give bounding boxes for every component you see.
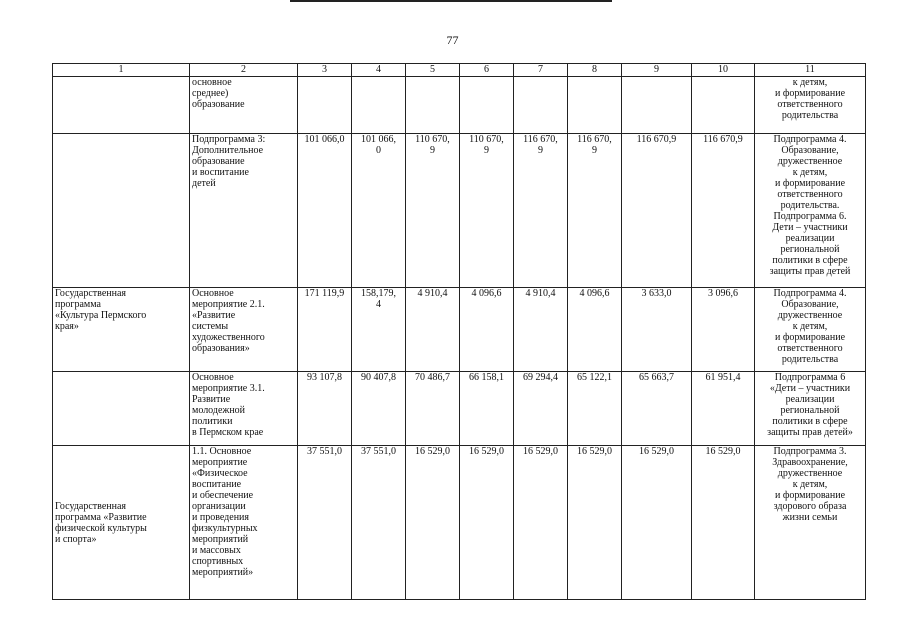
value-cell: 16 529,0 [406, 446, 460, 600]
value-cell: 16 529,0 [692, 446, 755, 600]
value-cell: 101 066,0 [298, 134, 352, 288]
value-cell [460, 77, 514, 134]
value-cell: 61 951,4 [692, 372, 755, 446]
value-cell: 70 486,7 [406, 372, 460, 446]
value-cell: 37 551,0 [352, 446, 406, 600]
value-cell: 16 529,0 [460, 446, 514, 600]
program-cell: Государственная программа «Культура Пермского края» [53, 288, 190, 372]
value-cell [352, 77, 406, 134]
result-cell: Подпрограмма 3. Здравоохранение, дружественное к детям, и формирование здорового образа жизни семьи [755, 446, 866, 600]
header-row [53, 64, 866, 77]
column-header: 2 [190, 64, 298, 77]
value-cell: 16 529,0 [568, 446, 622, 600]
activity-cell: 1.1. Основное мероприятие «Физическое воспитание и обеспечение организации и проведения физкультурных мероприятий и массовых спортивных мероприятий» [190, 446, 298, 600]
value-cell: 90 407,8 [352, 372, 406, 446]
value-cell: 3 096,6 [692, 288, 755, 372]
column-header: 6 [460, 64, 514, 77]
value-cell: 158,179, 4 [352, 288, 406, 372]
table-row [53, 446, 866, 600]
value-cell: 4 096,6 [568, 288, 622, 372]
table-row [53, 134, 866, 288]
value-cell: 16 529,0 [622, 446, 692, 600]
result-cell: Подпрограмма 4. Образование, дружественное к детям, и формирование ответственного родительства [755, 288, 866, 372]
page-number: 77 [446, 33, 459, 47]
value-cell: 116 670,9 [622, 134, 692, 288]
value-cell: 93 107,8 [298, 372, 352, 446]
value-cell: 116 670, 9 [568, 134, 622, 288]
value-cell: 101 066, 0 [352, 134, 406, 288]
program-cell: Государственная программа «Развитие физической культуры и спорта» [53, 446, 190, 600]
column-header: 9 [622, 64, 692, 77]
result-cell: к детям, и формирование ответственного родительства [755, 77, 866, 134]
value-cell [406, 77, 460, 134]
budget-table [52, 63, 866, 600]
column-header: 4 [352, 64, 406, 77]
column-header: 3 [298, 64, 352, 77]
value-cell: 110 670, 9 [406, 134, 460, 288]
value-cell: 65 122,1 [568, 372, 622, 446]
column-header: 11 [755, 64, 866, 77]
value-cell: 116 670, 9 [514, 134, 568, 288]
top-border-line [290, 0, 612, 2]
program-cell [53, 77, 190, 134]
column-header: 10 [692, 64, 755, 77]
column-header: 7 [514, 64, 568, 77]
table-row [53, 372, 866, 446]
value-cell [622, 77, 692, 134]
value-cell [692, 77, 755, 134]
value-cell: 69 294,4 [514, 372, 568, 446]
table-row [53, 288, 866, 372]
result-cell: Подпрограмма 4. Образование, дружественное к детям, и формирование ответственного родительства. Подпрограмма 6. Дети – участники реализации региональной политики в сфере защиты прав детей [755, 134, 866, 288]
program-cell [53, 134, 190, 288]
value-cell: 66 158,1 [460, 372, 514, 446]
value-cell [568, 77, 622, 134]
value-cell: 16 529,0 [514, 446, 568, 600]
value-cell: 65 663,7 [622, 372, 692, 446]
activity-cell: Подпрограмма 3: Дополнительное образование и воспитание детей [190, 134, 298, 288]
value-cell [514, 77, 568, 134]
activity-cell: Основное мероприятие 3.1. Развитие молодежной политики в Пермском крае [190, 372, 298, 446]
value-cell [298, 77, 352, 134]
column-header: 8 [568, 64, 622, 77]
program-cell [53, 372, 190, 446]
value-cell: 3 633,0 [622, 288, 692, 372]
column-header: 1 [53, 64, 190, 77]
activity-cell: Основное мероприятие 2.1. «Развитие системы художественного образования» [190, 288, 298, 372]
value-cell: 110 670, 9 [460, 134, 514, 288]
value-cell: 171 119,9 [298, 288, 352, 372]
value-cell: 37 551,0 [298, 446, 352, 600]
value-cell: 4 910,4 [514, 288, 568, 372]
activity-cell: основное среднее) образование [190, 77, 298, 134]
column-header: 5 [406, 64, 460, 77]
value-cell: 4 910,4 [406, 288, 460, 372]
result-cell: Подпрограмма 6 «Дети – участники реализации региональной политики в сфере защиты прав детей» [755, 372, 866, 446]
table-row [53, 77, 866, 134]
value-cell: 116 670,9 [692, 134, 755, 288]
value-cell: 4 096,6 [460, 288, 514, 372]
